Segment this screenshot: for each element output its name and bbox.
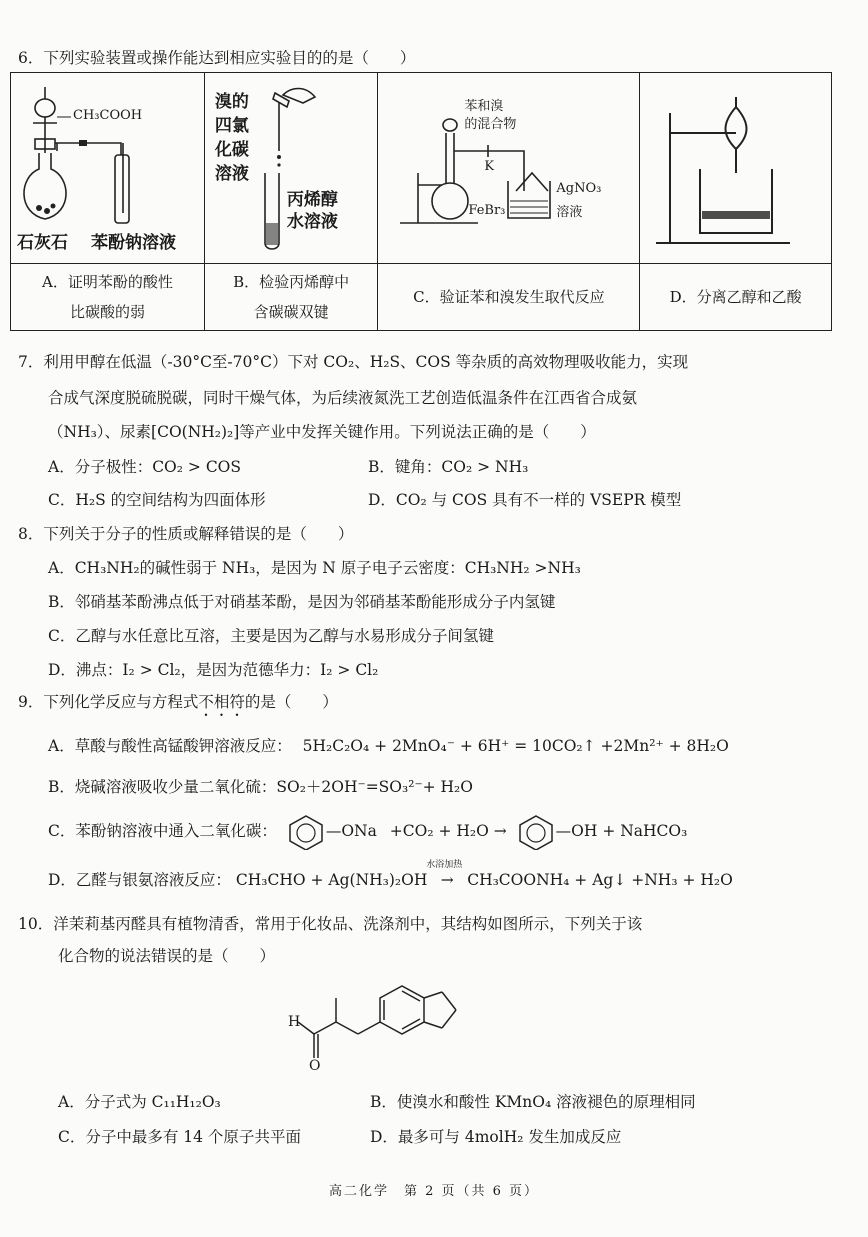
- q6-panel-c-figure: [378, 73, 640, 264]
- q7-option-a[interactable]: A．分子极性：CO₂ > COS: [48, 458, 242, 476]
- q6-panel-b-figure: [204, 73, 377, 264]
- mixture-label-2: 的混合物: [464, 117, 517, 132]
- sample-label-2: 水溶液: [286, 212, 338, 232]
- q9-option-c[interactable]: [48, 814, 687, 848]
- reagent-label-4: 溶液: [214, 164, 249, 184]
- q10-option-d[interactable]: D．最多可与 4molH₂ 发生加成反应: [370, 1128, 622, 1146]
- q6-option-b[interactable]: [204, 264, 377, 331]
- catalyst-label: FeBr₃: [468, 203, 506, 218]
- q8-option-b[interactable]: B．邻硝基苯酚沸点低于对硝基苯酚，是因为邻硝基苯酚能形成分子内氢键: [48, 593, 556, 611]
- q6-panel-d-figure: [640, 73, 832, 264]
- q9-stem-part1: 9．下列化学反应与方程式: [18, 693, 199, 711]
- page-footer: 高二化学 第 2 页（共 6 页）: [328, 1184, 540, 1199]
- q9-option-a-text: A．草酸与酸性高锰酸钾溶液反应：: [48, 737, 292, 755]
- benzene-ring-icon: [516, 814, 556, 850]
- structure-o-label: O: [309, 1058, 321, 1074]
- silver-nitrate-label: AgNO₃: [556, 181, 602, 196]
- limestone-label: 石灰石: [17, 233, 68, 253]
- q6-panel-a-figure: [11, 73, 205, 264]
- q10-stem-line1: 10．洋茉莉基丙醛具有植物清香，常用于化妆品、洗涤剂中，其结构如图所示，下列关于该: [18, 915, 643, 933]
- q6-option-a-line1: A．证明苯酚的酸性: [42, 273, 173, 291]
- mixture-label-1: 苯和溴: [464, 99, 504, 114]
- reagent-label-3: 化碳: [214, 140, 249, 160]
- acid-label: CH₃COOH: [73, 108, 143, 123]
- solution-label: 溶液: [556, 205, 583, 220]
- q9-option-c-product: —OH + NaHCO₃: [555, 822, 688, 840]
- q9-option-c-reactant: —ONa: [325, 822, 377, 840]
- q8-option-a[interactable]: A．CH₃NH₂的碱性弱于 NH₃，是因为 N 原子电子云密度：CH₃NH₂ >NH₃: [48, 559, 581, 577]
- sodium-phenoxide-label: 苯酚钠溶液: [91, 233, 176, 253]
- sample-label-1: 丙烯醇: [286, 190, 338, 210]
- q9-stem-part2: 的是（ ）: [244, 693, 338, 711]
- q6-option-b-line1: B．检验丙烯醇中: [233, 273, 350, 291]
- q9-option-d-arrow: →: [440, 871, 454, 889]
- q9-option-d-products: CH₃COONH₄ + Ag↓ +NH₃ + H₂O: [467, 871, 733, 889]
- q6-option-d[interactable]: [640, 264, 832, 331]
- q7-option-c[interactable]: C．H₂S 的空间结构为四面体形: [48, 491, 266, 509]
- q6-stem: 6．下列实验装置或操作能达到相应实验目的的是（ ）: [18, 49, 416, 67]
- q9-option-a[interactable]: [48, 734, 729, 756]
- q8-stem: 8．下列关于分子的性质或解释错误的是（ ）: [18, 525, 354, 543]
- q10-option-b[interactable]: B．使溴水和酸性 KMnO₄ 溶液褪色的原理相同: [370, 1093, 696, 1111]
- structure-h-label: H: [288, 1014, 301, 1030]
- q9-option-d-condition: 水浴加热: [426, 860, 463, 870]
- q6-option-a[interactable]: [11, 264, 205, 331]
- q7-stem-line1: 7．利用甲醇在低温（-30°C至-70°C）下对 CO₂、H₂S、COS 等杂质的高效物理吸收能力，实现: [18, 353, 689, 371]
- q9-option-c-reagents: +CO₂ + H₂O →: [389, 822, 507, 840]
- q8-option-d[interactable]: D．沸点：I₂ > Cl₂，是因为范德华力：I₂ > Cl₂: [48, 661, 379, 679]
- q9-option-a-equation: 5H₂C₂O₄ + 2MnO₄⁻ + 6H⁺ = 10CO₂↑ +2Mn²⁺ + 8H₂O: [302, 737, 729, 755]
- q9-option-d-reactants: CH₃CHO + Ag(NH₃)₂OH: [235, 871, 428, 889]
- q6-option-c[interactable]: [378, 264, 640, 331]
- separatory-funnel-icon: [640, 73, 806, 261]
- q9-option-b[interactable]: B．烧碱溶液吸收少量二氧化硫：SO₂＋2OH⁻=SO₃²⁻+ H₂O: [48, 778, 473, 796]
- q6-option-a-line2: 比碳酸的弱: [69, 303, 145, 321]
- q6-option-d-text: D．分离乙醇和乙酸: [669, 288, 802, 306]
- q7-stem-line2: 合成气深度脱硫脱碳，同时干燥气体，为后续液氮洗工艺创造低温条件在江西省合成氨: [48, 389, 638, 407]
- valve-label: K: [484, 159, 495, 174]
- q9-stem-emphasis: 不相符: [198, 693, 245, 711]
- reagent-label-2: 四氯: [214, 116, 249, 136]
- q6-apparatus-table: [10, 72, 832, 331]
- q9-option-d-text: D．乙醛与银氨溶液反应：: [48, 871, 231, 889]
- q6-option-b-line2: 含碳碳双键: [253, 303, 329, 321]
- q9-stem: [18, 690, 338, 720]
- q10-option-a[interactable]: A．分子式为 C₁₁H₁₂O₃: [58, 1093, 221, 1111]
- q10-stem-line2: 化合物的说法错误的是（ ）: [58, 947, 276, 965]
- q7-option-b[interactable]: B．键角：CO₂ > NH₃: [368, 458, 529, 476]
- q9-option-d[interactable]: [48, 860, 733, 890]
- q7-stem-line3: （NH₃）、尿素[CO(NH₂)₂]等产业中发挥关键作用。下列说法正确的是（ ）: [48, 423, 596, 441]
- benzene-ring-icon: [286, 814, 326, 850]
- q9-option-c-text: C．苯酚钠溶液中通入二氧化碳：: [48, 822, 277, 840]
- reagent-label-1: 溴的: [214, 92, 249, 112]
- q7-option-d[interactable]: D．CO₂ 与 COS 具有不一样的 VSEPR 模型: [368, 491, 682, 509]
- q8-option-c[interactable]: C．乙醇与水任意比互溶，主要是因为乙醇与水易形成分子间氢键: [48, 627, 494, 645]
- q6-option-c-text: C．验证苯和溴发生取代反应: [413, 288, 605, 306]
- q10-option-c[interactable]: C．分子中最多有 14 个原子共平面: [58, 1128, 301, 1146]
